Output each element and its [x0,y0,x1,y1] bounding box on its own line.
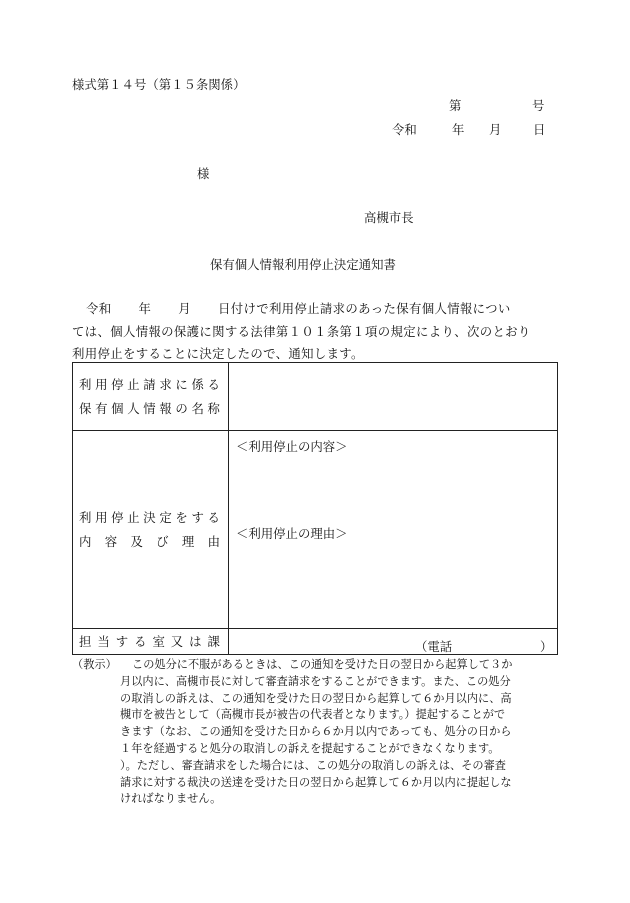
target-info-label-char: 報 [159,400,172,416]
body-line-1 [72,298,559,321]
target-info-label-char: 有 [95,400,108,416]
row-contact [73,629,558,655]
target-info-label-char: 用 [95,376,108,392]
decision-label-char: び [156,533,169,549]
notes-line: １年を経過すると処分の取消しの訴えを提起することができなくなります。 [120,741,500,755]
target-info-label-char: る [207,376,220,392]
contact-label-char: 課 [207,633,220,649]
target-info-label-char: 停 [111,376,124,392]
notes-heading: （教示） [72,658,117,671]
contact-label-char: す [115,633,129,649]
target-info-label-char: の [175,400,188,416]
value-decision [229,431,558,629]
date-month-unit: 月 [489,122,502,137]
notes-line: 月以内に、高槻市長に対して審査請求をすることができます。また、この処分 [120,674,511,688]
target-info-label-char: に [175,376,188,392]
row-decision [73,431,558,629]
date-year-unit: 年 [452,122,465,137]
document-title: 保有個人情報利用停止決定通知書 [210,257,396,272]
label-decision-line-2 [79,530,220,554]
notes-line: ければなりません。 [120,792,222,806]
recipient-honorific: 様 [197,166,210,181]
label-decision [73,431,229,629]
body-line-3: 利用停止をすることに決定したので、通知します。 [72,346,364,361]
target-info-label-char: 保 [79,400,92,416]
label-decision-line-1 [79,506,220,530]
target-info-label-char: 人 [127,400,140,416]
notes-line: の取消しの訴えは、この通知を受けた日の翌日から起算して６か月以内に、高 [120,691,512,705]
phone-label: （電話 [415,639,453,654]
target-info-label-char: 称 [207,400,220,416]
decision-label-char: 定 [159,509,172,525]
content-heading: ＜利用停止の内容＞ [236,439,348,454]
target-info-label-char: 請 [143,376,156,392]
contact-label-char: る [134,633,147,649]
body-line-2: ては、個人情報の保護に関する法律第１０１条第１項の規定により、次のとおり [72,323,531,339]
value-contact [229,629,558,655]
decision-label-char: 用 [95,509,108,525]
decision-label-char: 容 [104,533,118,549]
document-number-prefix: 第 [449,98,462,113]
target-info-label-char: 名 [191,400,204,416]
notes-line: 槻市を被告として（高槻市長が被告の代表者となります。）提起することがで [120,708,506,722]
notes-line: きます（なお、この通知を受けた日から６か月以内であっても、処分の日から [120,725,512,739]
body-year-unit: 年 [138,301,152,316]
target-info-label-char: 求 [159,376,172,392]
issuer-name: 高槻市長 [364,210,414,225]
value-target-info [229,363,558,431]
form-number: 様式第１４号（第１５条関係） [72,77,246,92]
reason-heading: ＜利用停止の理由＞ [236,526,348,541]
body-month-unit: 月 [178,301,191,316]
decision-label-char: る [207,509,220,525]
decision-label-char: 止 [127,509,140,525]
label-contact [73,629,229,655]
label-target-info-line-2 [79,397,220,421]
notes-line: この処分に不服があるときは、この通知を受けた日の翌日から起算して３か [132,658,513,671]
contact-label-char: 担 [79,633,92,649]
decision-label-char: 決 [143,509,156,525]
notes-line: 請求に対する裁決の送達を受けた日の翌日から起算して６か月以内に提起しな [120,775,512,789]
decision-label-char: 理 [181,533,195,549]
body-era: 令和 [86,301,112,316]
target-info-label-char: 係 [191,376,204,392]
contact-label-char: は [189,633,202,649]
target-info-label-char: 情 [143,400,156,416]
target-info-label-char: 止 [127,376,140,392]
document-number-suffix: 号 [532,98,545,113]
contact-label-char: 又 [170,633,184,649]
target-info-label-char: 利 [79,376,92,392]
contact-label-char: 当 [97,633,110,649]
target-info-label-char: 個 [111,400,124,416]
decision-label-char: 停 [111,509,124,525]
decision-table [72,362,558,655]
decision-label-char: す [191,509,204,525]
date-day-unit: 日 [533,122,546,137]
date-era: 令和 [392,122,417,137]
contact-label-char: 室 [152,633,165,649]
notes-body [120,657,560,808]
decision-label-char: 利 [79,509,92,525]
decision-label-char: を [175,509,188,525]
decision-label-char: 及 [130,533,143,549]
body-paragraph [72,298,559,366]
label-target-info-line-1 [79,373,220,397]
decision-label-char: 内 [79,533,92,549]
phone-close-paren: ） [540,639,553,654]
label-target-info [73,363,229,431]
label-contact-text [79,630,220,654]
decision-label-char: 由 [207,533,220,549]
row-target-info [73,363,558,431]
body-line-1-rest: 日付けで利用停止請求のあった保有個人情報につい [217,301,511,316]
notes-line: ）。ただし、審査請求をした場合には、この処分の取消しの訴えは、その審査 [120,758,506,772]
